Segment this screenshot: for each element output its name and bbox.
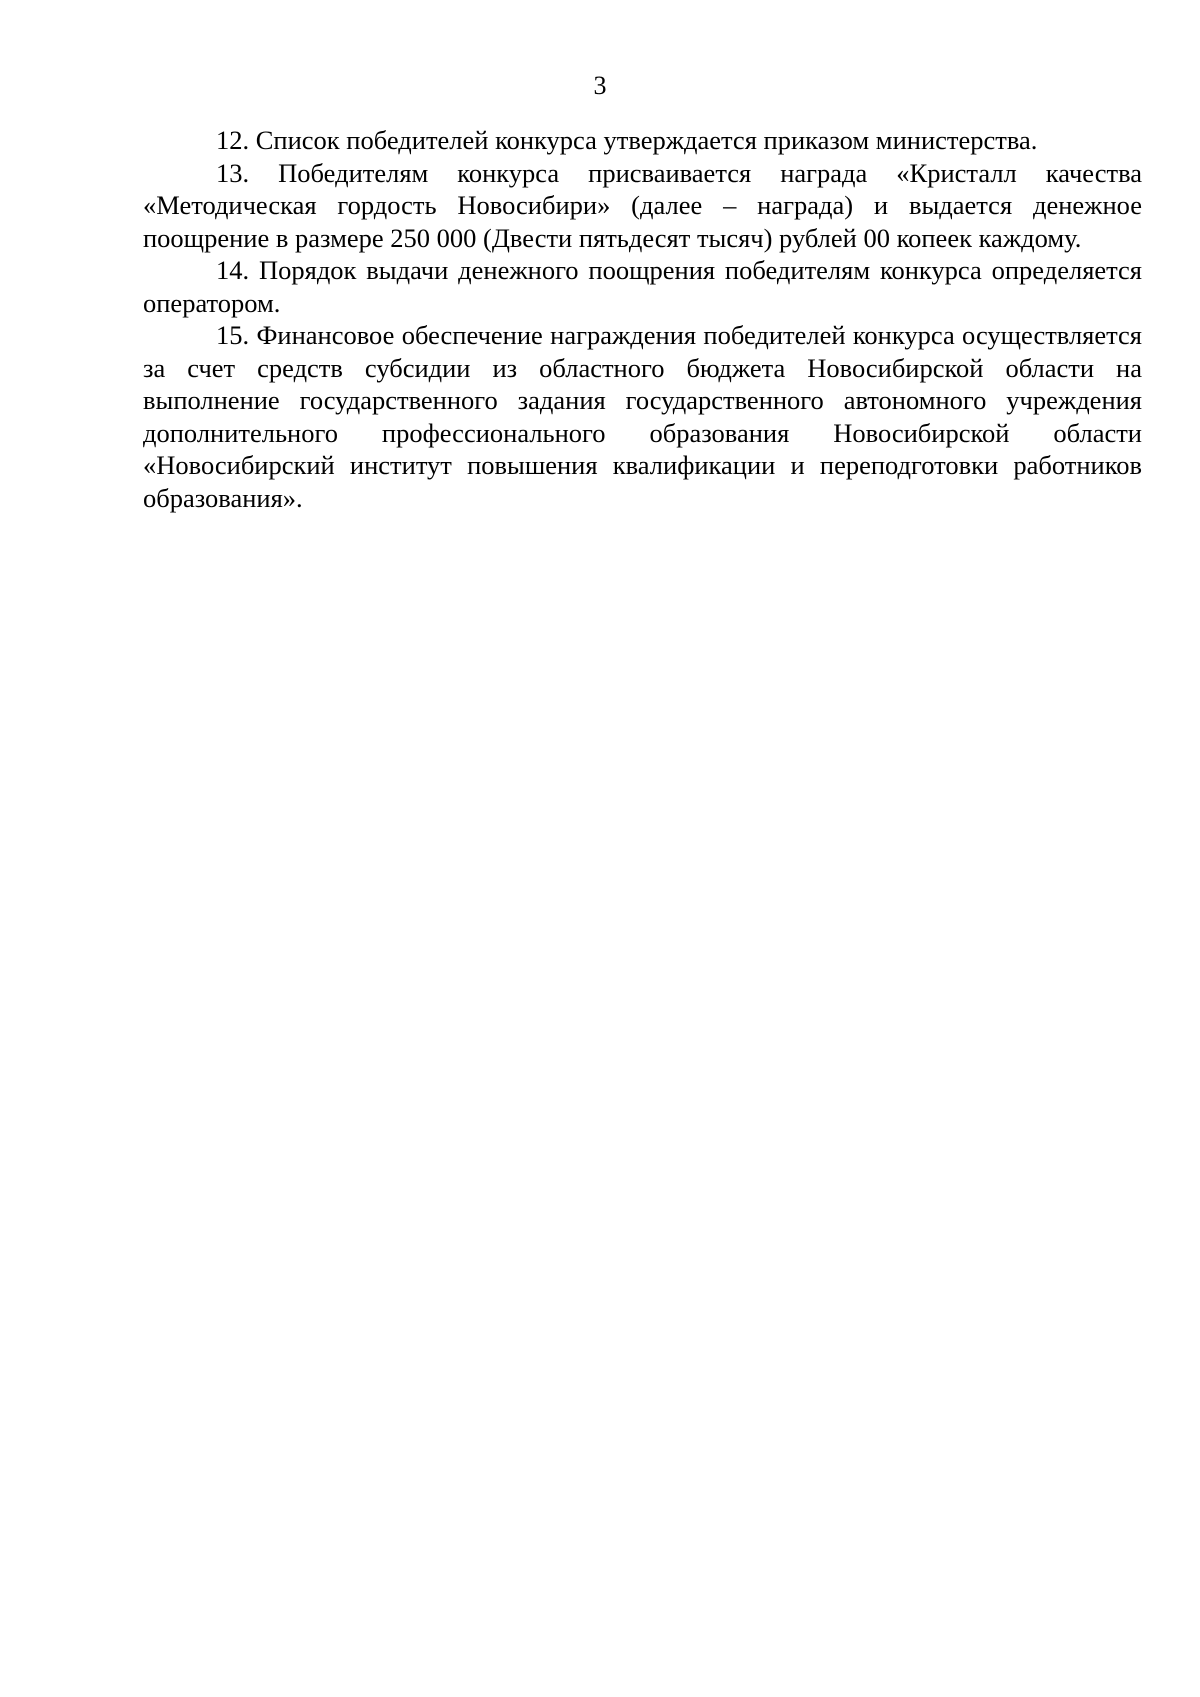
paragraph-number: 14. <box>216 255 250 285</box>
paragraph-text: Список победителей конкурса утверждается приказом министерства. <box>255 125 1038 155</box>
paragraph-12 <box>143 124 1142 157</box>
paragraph-text: Победителям конкурса присваивается награда «Кристалл качества «Методическая гордость Новосибири» (далее – награда) и выдается денежное поощрение в размере 250 000 (Двести пятьдесят тысяч) рублей 00 копеек каждому. <box>143 157 1142 253</box>
paragraph-15 <box>143 319 1142 514</box>
paragraph-number: 15. <box>216 320 250 350</box>
paragraph-text: Финансовое обеспечение награждения победителей конкурса осуществляется за счет средств субсидии из областного бюджета Новосибирской области на выполнение государственного задания государственного автономного учреждения дополнительного профессионального образования Новосибирской области «Новосибирский институт повышения квалификации и переподготовки работников образования». <box>143 320 1142 513</box>
paragraph-text: Порядок выдачи денежного поощрения победителям конкурса определяется оператором. <box>143 255 1142 318</box>
paragraph-14 <box>143 254 1142 319</box>
page-number: 3 <box>593 71 607 100</box>
paragraph-number: 12. <box>216 125 250 155</box>
paragraph-13 <box>143 157 1142 255</box>
paragraph-number: 13. <box>216 157 250 188</box>
document-body <box>143 124 1142 514</box>
